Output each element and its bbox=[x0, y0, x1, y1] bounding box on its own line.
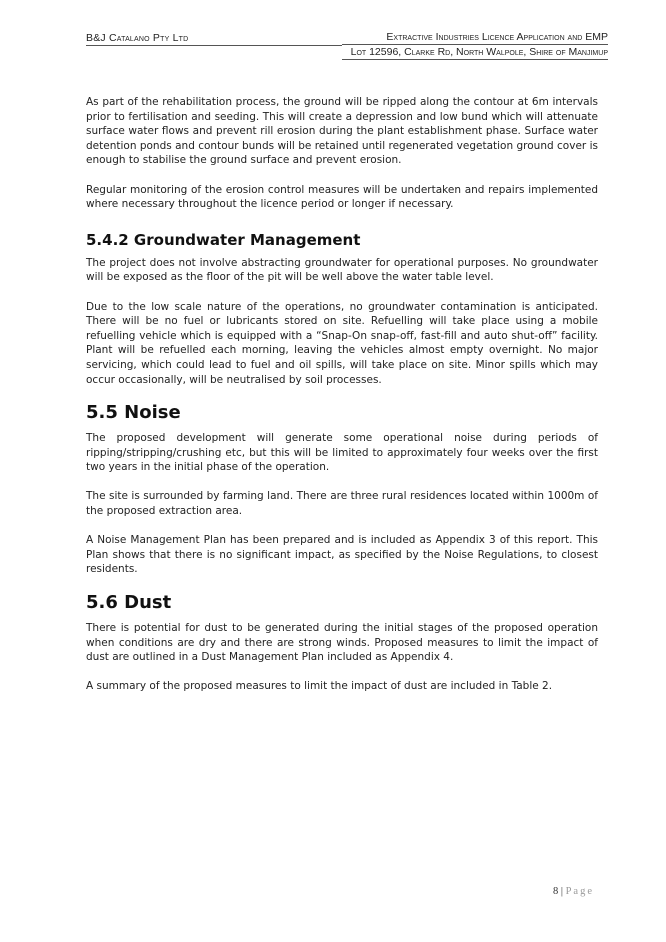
paragraph-noise-2: The site is surrounded by farming land. There are three rural residences located within 1000m of the proposed extraction area. bbox=[86, 490, 598, 518]
paragraph-groundwater-2: Due to the low scale nature of the operations, no groundwater contamination is anticipated. There will be no fuel or lubricants stored on site. Refuelling will take place using a mobile refuelling vehicle which is equipped with a “Snap-On snap-off, fast-fill and auto shut-off” facility. Plant will be refuelled each morning, leaving the vehicles almost empty overnight. No major servicing, which could lead to fuel and oil spills, will take place on site. Minor spills which may occur occasionally, will be neutralised by soil processes. bbox=[86, 300, 598, 386]
header-right-block bbox=[351, 31, 608, 59]
paragraph-groundwater-1: The project does not involve abstracting groundwater for operational purposes. No groundwater will be exposed as the floor of the pit will be well above the water table level. bbox=[86, 256, 598, 284]
page-footer bbox=[553, 886, 594, 897]
paragraph-noise-1: The proposed development will generate some operational noise during periods of ripping/stripping/crushing etc, but this will be limited to approximately four weeks over the first two years in the initial phase of the operation. bbox=[86, 432, 598, 474]
header-rule-right bbox=[342, 44, 608, 45]
page-content bbox=[86, 95, 598, 709]
page-number: 8 bbox=[552, 886, 559, 897]
heading-dust: 5.6 Dust bbox=[86, 592, 172, 614]
page-word: Page bbox=[565, 886, 594, 897]
heading-groundwater-management: 5.4.2 Groundwater Management bbox=[86, 230, 361, 249]
header-company: B&J Catalano Pty Ltd bbox=[86, 32, 189, 44]
paragraph-dust-2: A summary of the proposed measures to limit the impact of dust are included in Table 2. bbox=[86, 680, 553, 693]
heading-noise: 5.5 Noise bbox=[86, 402, 181, 424]
paragraph-noise-3: A Noise Management Plan has been prepared and is included as Appendix 3 of this report. This Plan shows that there is no significant impact, as specified by the Noise Regulations, to closest residents. bbox=[86, 534, 598, 576]
header-doc-title: Extractive Industries Licence Application and EMP bbox=[386, 31, 608, 43]
footer-separator: | bbox=[560, 886, 563, 897]
paragraph-rehabilitation: As part of the rehabilitation process, the ground will be ripped along the contour at 6m intervals prior to fertilisation and seeding. This will create a depression and low bund which will attenuate surface water flows and prevent rill erosion during the plant establishment phase. Surface water detention ponds and contour bunds will be retained until regenerated vegetation ground cover is enough to stabilise the ground surface and prevent erosion. bbox=[86, 96, 598, 167]
header-rule-left bbox=[86, 45, 342, 46]
paragraph-dust-1: There is potential for dust to be generated during the initial stages of the proposed operation when conditions are dry and there are strong winds. Proposed measures to limit the impact of dust are outlined in a Dust Management Plan included as Appendix 4. bbox=[86, 622, 598, 664]
header-location: Lot 12596, Clarke Rd, North Walpole, Shire of Manjimup bbox=[350, 46, 608, 58]
header-rule-right-lower bbox=[342, 59, 608, 60]
paragraph-monitoring: Regular monitoring of the erosion control measures will be undertaken and repairs implemented where necessary throughout the licence period or longer if necessary. bbox=[86, 183, 598, 211]
